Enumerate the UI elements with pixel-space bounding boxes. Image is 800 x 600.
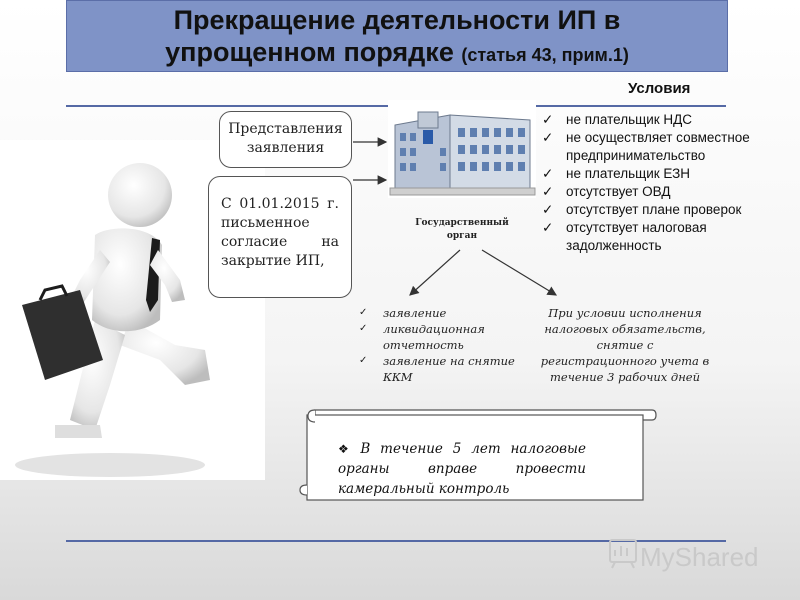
arrow-removal bbox=[482, 250, 556, 295]
check-icon: ✓ bbox=[542, 220, 554, 235]
document-item: ✓ заявление bbox=[359, 306, 447, 320]
condition-item: ✓ не плательщик НДС bbox=[542, 112, 693, 127]
scroll-note-text: В течение 5 лет налоговые органы вправе провести камеральный контроль bbox=[338, 441, 586, 497]
check-icon: ✓ bbox=[542, 202, 554, 217]
deregistration-note: При условии исполнения налоговых обязательств, снятие с регистрационного учета в течение 3 рабочих дней bbox=[540, 306, 710, 384]
check-icon: ✓ bbox=[542, 130, 554, 145]
government-building-image bbox=[388, 100, 536, 198]
watermark-logo-icon bbox=[610, 540, 636, 568]
check-icon: ✓ bbox=[542, 184, 554, 199]
title-line-1: Прекращение деятельности ИП в bbox=[173, 5, 621, 35]
scroll-note bbox=[338, 439, 586, 499]
condition-item: ✓ отсутствует налоговая задолженность bbox=[542, 220, 707, 253]
check-icon: ✓ bbox=[359, 307, 368, 318]
document-item: ✓ ликвидационная отчетность bbox=[359, 322, 485, 352]
diamond-bullet-icon: ❖ bbox=[338, 442, 355, 456]
government-body-label: Государственный орган bbox=[415, 218, 509, 241]
check-icon: ✓ bbox=[359, 355, 368, 366]
arrow-documents bbox=[410, 250, 460, 295]
document-item: ✓ заявление на снятие ККМ bbox=[359, 354, 515, 384]
consent-bubble: С 01.01.2015 г. письменное согласие на закрытие ИП, bbox=[208, 176, 352, 298]
title-line-2-text: упрощенном порядке bbox=[165, 37, 454, 67]
condition-item: ✓ отсутствует ОВД bbox=[542, 184, 671, 199]
application-bubble: Представления заявления bbox=[219, 111, 352, 168]
conditions-list bbox=[538, 111, 788, 255]
condition-item: ✓ не осуществляет совместное предпринимательство bbox=[542, 130, 750, 163]
title-subtitle: (статья 43, прим.1) bbox=[461, 45, 629, 65]
watermark-text: MyShared bbox=[640, 542, 759, 572]
check-icon: ✓ bbox=[359, 323, 368, 334]
documents-list bbox=[357, 305, 527, 385]
check-icon: ✓ bbox=[542, 112, 554, 127]
check-icon: ✓ bbox=[542, 166, 554, 181]
conditions-heading: Условия bbox=[628, 80, 691, 97]
condition-item: ✓ не плательщик ЕЗН bbox=[542, 166, 691, 181]
condition-item: ✓ отсутствует плане проверок bbox=[542, 202, 742, 217]
